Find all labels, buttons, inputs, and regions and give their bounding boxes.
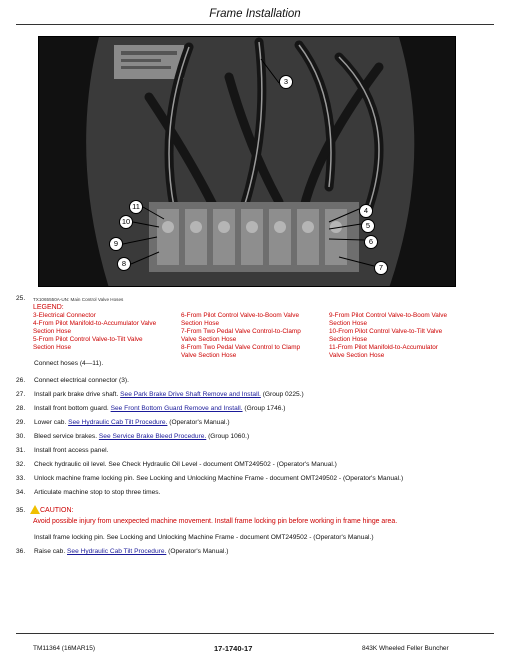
legend-line: Valve Section Hose	[181, 352, 237, 359]
legend-line: Section Hose	[329, 320, 368, 327]
legend-line: Valve Section Hose	[329, 352, 385, 359]
step-35-number: 35.	[16, 507, 26, 514]
step-number: 32.	[16, 461, 26, 468]
step-number: 29.	[16, 419, 26, 426]
legend-line: 9-From Pilot Control Valve-to-Boom Valve	[329, 312, 448, 319]
main-control-valve-photo	[38, 36, 456, 287]
step-number: 30.	[16, 433, 26, 440]
legend-column-2	[181, 312, 301, 360]
step-text	[34, 475, 403, 483]
step-number: 33.	[16, 475, 26, 482]
step-text-pre: Unlock machine frame locking pin. See Locking and Unlocking Machine Frame - document OMT249502 - (Operator's Manual.)	[34, 475, 404, 482]
step-25-number: 25.	[16, 295, 26, 302]
step-text-post: (Group 1746.)	[242, 405, 286, 412]
hydraulic-cab-tilt-link-2[interactable]: See Hydraulic Cab Tilt Procedure.	[67, 548, 167, 555]
legend-line: 11-From Pilot Manifold-to-Accumulator	[329, 344, 438, 351]
legend-line: 6-From Pilot Control Valve-to-Boom Valve	[181, 312, 300, 319]
step-number: 26.	[16, 377, 26, 384]
step-text-pre: Raise cab.	[34, 548, 67, 555]
step-text-pre: Install front access panel.	[34, 447, 109, 454]
legend-line: 3-Electrical Connector	[33, 312, 96, 319]
step-text-pre: Install front bottom guard.	[34, 405, 111, 412]
hydraulic-cab-tilt-link[interactable]: See Hydraulic Cab Tilt Procedure.	[68, 419, 168, 426]
park-brake-drive-shaft-link[interactable]: See Park Brake Drive Shaft Remove and Install.	[120, 391, 261, 398]
legend-line: 7-From Two Pedal Valve Control-to-Clamp	[181, 328, 301, 335]
footer-product-name: 843K Wheeled Feller Buncher	[362, 645, 449, 652]
legend-line: Section Hose	[33, 344, 72, 351]
step-text-pre: Bleed service brakes.	[34, 433, 99, 440]
step-number: 28.	[16, 405, 26, 412]
step-text-pre: Articulate machine stop to stop three times.	[34, 489, 161, 496]
step-text-post: (Operator's Manual.)	[166, 548, 229, 555]
step-text	[34, 405, 285, 413]
step-text	[34, 433, 249, 441]
legend-column-3	[329, 312, 447, 360]
step-35-text: Install frame locking pin. See Locking and Unlocking Machine Frame - document OMT249502 - (Operator's Manual.)	[34, 534, 374, 541]
legend-line: 5-From Pilot Control Valve-to-Tilt Valve	[33, 336, 143, 343]
callout-4: 4	[359, 204, 373, 218]
footer-page-number: 17-1740-17	[214, 644, 253, 653]
step-number: 36.	[16, 548, 26, 555]
step-text	[34, 447, 108, 455]
step-text-post: (Operator's Manual.)	[167, 419, 230, 426]
step-number: 27.	[16, 391, 26, 398]
legend-line: 10-From Pilot Control Valve-to-Tilt Valve	[329, 328, 443, 335]
step-text	[34, 377, 129, 385]
caution-text: Avoid possible injury from unexpected machine movement. Install frame locking pin before working in frame hinge area.	[33, 518, 398, 525]
callout-9: 9	[109, 237, 123, 251]
warning-triangle-icon	[30, 505, 40, 514]
step-text-post: (Group 0225.)	[260, 391, 304, 398]
callout-6: 6	[364, 235, 378, 249]
legend-title: LEGEND:	[33, 304, 64, 311]
step-number: 34.	[16, 489, 26, 496]
footer-divider	[16, 633, 494, 634]
step-number: 31.	[16, 447, 26, 454]
legend-line: Section Hose	[33, 328, 72, 335]
legend-line: 4-From Pilot Manifold-to-Accumulator Valve	[33, 320, 157, 327]
legend-line: Valve Section Hose	[181, 336, 237, 343]
legend-line: Section Hose	[329, 336, 368, 343]
callout-7: 7	[374, 261, 388, 275]
title-divider	[16, 24, 494, 25]
hose-photo-drawing	[39, 37, 456, 287]
service-brake-bleed-link[interactable]: See Service Brake Bleed Procedure.	[98, 433, 207, 440]
step-text	[34, 489, 160, 497]
legend-line: Section Hose	[181, 320, 220, 327]
step-25-text: Connect hoses (4—11).	[34, 360, 104, 367]
page-title: Frame Installation	[209, 8, 301, 20]
figure-caption: TX1065550A-UN: Main Control Valve Hoses	[33, 297, 124, 302]
caution-label: CAUTION:	[40, 507, 74, 514]
callout-8: 8	[117, 257, 131, 271]
step-text	[34, 419, 230, 427]
step-text-pre: Connect electrical connector (3).	[34, 377, 129, 384]
legend-column-1	[33, 312, 156, 352]
step-text	[34, 461, 337, 469]
callout-3: 3	[279, 75, 293, 89]
step-text-pre: Lower cab.	[34, 419, 69, 426]
step-text	[34, 391, 304, 399]
step-text-post: (Group 1060.)	[206, 433, 250, 440]
callout-5: 5	[361, 219, 375, 233]
step-text-pre: Install park brake drive shaft.	[34, 391, 121, 398]
footer-doc-id: TM11364 (16MAR15)	[33, 645, 96, 652]
step-text-pre: Check hydraulic oil level. See Check Hydraulic Oil Level - document OMT249502 - (Operator's Manual.)	[34, 461, 337, 468]
step-text	[34, 548, 228, 556]
legend-line: 8-From Two Pedal Valve Control to Clamp	[181, 344, 301, 351]
callout-10: 10	[119, 215, 133, 229]
front-bottom-guard-link[interactable]: See Front Bottom Guard Remove and Install.	[110, 405, 243, 412]
callout-11: 11	[129, 200, 143, 214]
